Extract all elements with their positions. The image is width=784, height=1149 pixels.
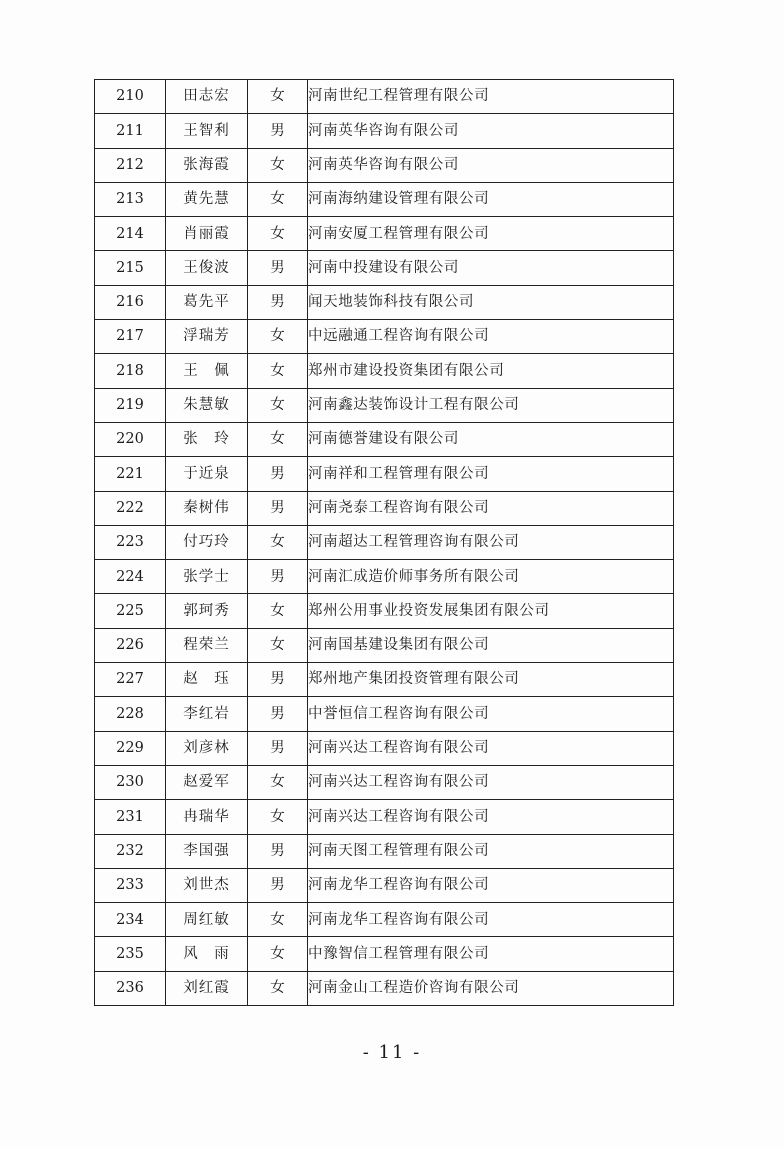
gender-cell: 女: [248, 628, 308, 662]
name-cell: 赵爱军: [166, 765, 248, 799]
organization-cell: 河南尧泰工程咨询有限公司: [308, 491, 674, 525]
table-row: [95, 114, 674, 148]
table-row: [95, 937, 674, 971]
name-cell: 张学士: [166, 560, 248, 594]
organization-cell: 河南鑫达装饰设计工程有限公司: [308, 388, 674, 422]
row-number-cell: 230: [95, 765, 166, 799]
name-cell: 程荣兰: [166, 628, 248, 662]
row-number-cell: 228: [95, 697, 166, 731]
row-number-cell: 236: [95, 971, 166, 1005]
name-cell: 于近泉: [166, 457, 248, 491]
roster-table: [94, 79, 674, 1006]
row-number-cell: 212: [95, 148, 166, 182]
gender-cell: 男: [248, 251, 308, 285]
name-cell: 付巧玲: [166, 525, 248, 559]
table-row: [95, 971, 674, 1005]
gender-cell: 女: [248, 80, 308, 114]
table-row: [95, 731, 674, 765]
gender-cell: 男: [248, 285, 308, 319]
organization-cell: 中誉恒信工程咨询有限公司: [308, 697, 674, 731]
row-number-cell: 233: [95, 868, 166, 902]
row-number-cell: 218: [95, 354, 166, 388]
gender-cell: 男: [248, 834, 308, 868]
table-row: [95, 765, 674, 799]
organization-cell: 中豫智信工程管理有限公司: [308, 937, 674, 971]
table-row: [95, 422, 674, 456]
gender-cell: 女: [248, 354, 308, 388]
gender-cell: 男: [248, 663, 308, 697]
gender-cell: 男: [248, 868, 308, 902]
table-row: [95, 697, 674, 731]
gender-cell: 男: [248, 457, 308, 491]
table-row: [95, 560, 674, 594]
name-cell: 田志宏: [166, 80, 248, 114]
name-cell: 刘红霞: [166, 971, 248, 1005]
row-number-cell: 216: [95, 285, 166, 319]
row-number-cell: 231: [95, 800, 166, 834]
name-cell: 王俊波: [166, 251, 248, 285]
gender-cell: 男: [248, 731, 308, 765]
name-cell: 张海霞: [166, 148, 248, 182]
organization-cell: 河南海纳建设管理有限公司: [308, 182, 674, 216]
organization-cell: 河南中投建设有限公司: [308, 251, 674, 285]
gender-cell: 男: [248, 114, 308, 148]
table-row: [95, 457, 674, 491]
row-number-cell: 217: [95, 320, 166, 354]
row-number-cell: 234: [95, 903, 166, 937]
table-row: [95, 320, 674, 354]
row-number-cell: 222: [95, 491, 166, 525]
gender-cell: 女: [248, 903, 308, 937]
gender-cell: 男: [248, 491, 308, 525]
organization-cell: 河南国基建设集团有限公司: [308, 628, 674, 662]
table-row: [95, 251, 674, 285]
name-cell: 赵 珏: [166, 663, 248, 697]
row-number-cell: 232: [95, 834, 166, 868]
organization-cell: 河南安厦工程管理有限公司: [308, 217, 674, 251]
gender-cell: 女: [248, 422, 308, 456]
table-row: [95, 80, 674, 114]
table-row: [95, 834, 674, 868]
name-cell: 刘世杰: [166, 868, 248, 902]
organization-cell: 河南金山工程造价咨询有限公司: [308, 971, 674, 1005]
name-cell: 郭珂秀: [166, 594, 248, 628]
gender-cell: 男: [248, 560, 308, 594]
gender-cell: 女: [248, 525, 308, 559]
organization-cell: 河南德誉建设有限公司: [308, 422, 674, 456]
organization-cell: 河南兴达工程咨询有限公司: [308, 800, 674, 834]
row-number-cell: 214: [95, 217, 166, 251]
gender-cell: 女: [248, 388, 308, 422]
row-number-cell: 210: [95, 80, 166, 114]
name-cell: 风 雨: [166, 937, 248, 971]
table-row: [95, 354, 674, 388]
row-number-cell: 229: [95, 731, 166, 765]
row-number-cell: 213: [95, 182, 166, 216]
name-cell: 葛先平: [166, 285, 248, 319]
gender-cell: 女: [248, 182, 308, 216]
name-cell: 秦树伟: [166, 491, 248, 525]
table-row: [95, 800, 674, 834]
table-row: [95, 491, 674, 525]
organization-cell: 河南英华咨询有限公司: [308, 148, 674, 182]
name-cell: 周红敏: [166, 903, 248, 937]
name-cell: 张 玲: [166, 422, 248, 456]
table-row: [95, 285, 674, 319]
gender-cell: 女: [248, 765, 308, 799]
organization-cell: 河南龙华工程咨询有限公司: [308, 903, 674, 937]
gender-cell: 女: [248, 971, 308, 1005]
gender-cell: 女: [248, 594, 308, 628]
organization-cell: 河南祥和工程管理有限公司: [308, 457, 674, 491]
name-cell: 朱慧敏: [166, 388, 248, 422]
name-cell: 李国强: [166, 834, 248, 868]
table-row: [95, 594, 674, 628]
organization-cell: 河南英华咨询有限公司: [308, 114, 674, 148]
gender-cell: 女: [248, 937, 308, 971]
gender-cell: 女: [248, 217, 308, 251]
row-number-cell: 219: [95, 388, 166, 422]
roster-table-body: [95, 80, 674, 1006]
table-row: [95, 868, 674, 902]
name-cell: 李红岩: [166, 697, 248, 731]
organization-cell: 闻天地装饰科技有限公司: [308, 285, 674, 319]
name-cell: 王智利: [166, 114, 248, 148]
row-number-cell: 211: [95, 114, 166, 148]
organization-cell: 郑州市建设投资集团有限公司: [308, 354, 674, 388]
organization-cell: 中远融通工程咨询有限公司: [308, 320, 674, 354]
table-row: [95, 628, 674, 662]
row-number-cell: 221: [95, 457, 166, 491]
row-number-cell: 225: [95, 594, 166, 628]
page-number: - 11 -: [362, 1042, 422, 1063]
gender-cell: 女: [248, 320, 308, 354]
gender-cell: 女: [248, 800, 308, 834]
row-number-cell: 235: [95, 937, 166, 971]
row-number-cell: 220: [95, 422, 166, 456]
row-number-cell: 224: [95, 560, 166, 594]
organization-cell: 河南世纪工程管理有限公司: [308, 80, 674, 114]
table-row: [95, 663, 674, 697]
organization-cell: 河南超达工程管理咨询有限公司: [308, 525, 674, 559]
name-cell: 王 佩: [166, 354, 248, 388]
name-cell: 浮瑞芳: [166, 320, 248, 354]
name-cell: 肖丽霞: [166, 217, 248, 251]
table-row: [95, 217, 674, 251]
organization-cell: 河南兴达工程咨询有限公司: [308, 765, 674, 799]
organization-cell: 河南汇成造价师事务所有限公司: [308, 560, 674, 594]
table-row: [95, 388, 674, 422]
table-row: [95, 525, 674, 559]
organization-cell: 河南龙华工程咨询有限公司: [308, 868, 674, 902]
name-cell: 黄先慧: [166, 182, 248, 216]
table-row: [95, 148, 674, 182]
table-row: [95, 182, 674, 216]
organization-cell: 郑州地产集团投资管理有限公司: [308, 663, 674, 697]
organization-cell: 郑州公用事业投资发展集团有限公司: [308, 594, 674, 628]
organization-cell: 河南天图工程管理有限公司: [308, 834, 674, 868]
table-row: [95, 903, 674, 937]
organization-cell: 河南兴达工程咨询有限公司: [308, 731, 674, 765]
gender-cell: 女: [248, 148, 308, 182]
row-number-cell: 226: [95, 628, 166, 662]
gender-cell: 男: [248, 697, 308, 731]
row-number-cell: 223: [95, 525, 166, 559]
row-number-cell: 227: [95, 663, 166, 697]
name-cell: 刘彦林: [166, 731, 248, 765]
name-cell: 冉瑞华: [166, 800, 248, 834]
row-number-cell: 215: [95, 251, 166, 285]
